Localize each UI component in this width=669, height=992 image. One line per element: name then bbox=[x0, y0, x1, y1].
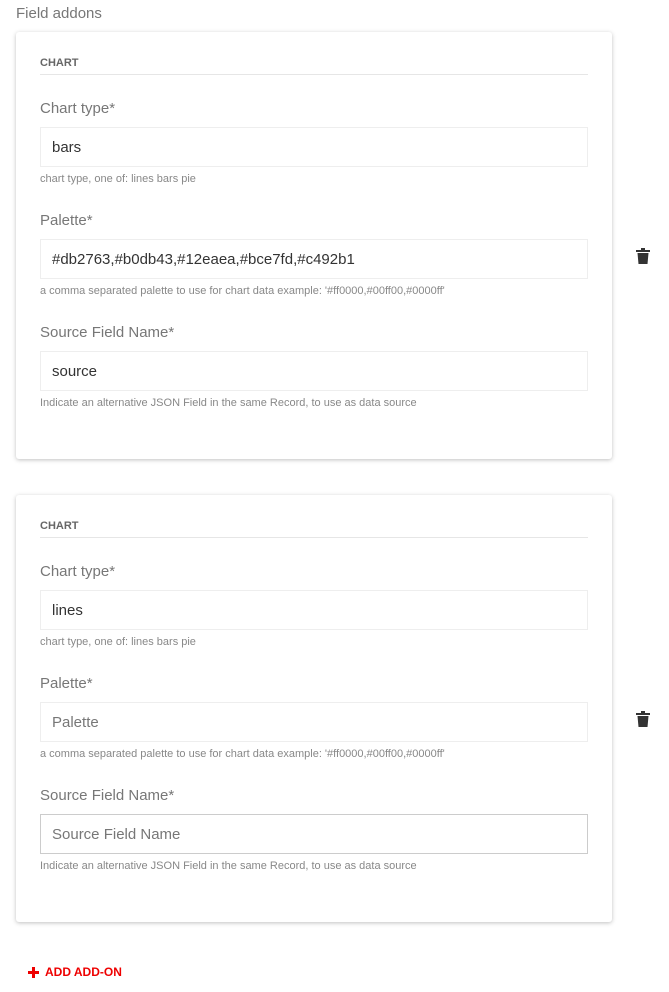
source-help: Indicate an alternative JSON Field in the same Record, to use as data source bbox=[40, 397, 417, 409]
palette-help: a comma separated palette to use for chart data example: '#ff0000,#00ff00,#0000ff' bbox=[40, 748, 445, 760]
chart-type-label: Chart type* bbox=[40, 100, 116, 117]
palette-help: a comma separated palette to use for chart data example: '#ff0000,#00ff00,#0000ff' bbox=[40, 285, 445, 297]
chart-type-input[interactable] bbox=[40, 590, 588, 630]
palette-label: Palette* bbox=[40, 675, 93, 692]
page-title: Field addons bbox=[16, 5, 102, 22]
addon-card-2 bbox=[16, 495, 612, 922]
chart-type-label: Chart type* bbox=[40, 563, 116, 580]
palette-input[interactable] bbox=[40, 702, 588, 742]
plus-icon bbox=[28, 967, 39, 978]
trash-icon[interactable] bbox=[636, 248, 650, 264]
addon-card-1 bbox=[16, 32, 612, 459]
chart-type-input[interactable] bbox=[40, 127, 588, 167]
trash-icon[interactable] bbox=[636, 711, 650, 727]
section-title: CHART bbox=[40, 57, 588, 75]
chart-type-help: chart type, one of: lines bars pie bbox=[40, 636, 196, 648]
source-label: Source Field Name* bbox=[40, 324, 175, 341]
chart-type-help: chart type, one of: lines bars pie bbox=[40, 173, 196, 185]
section-title: CHART bbox=[40, 520, 588, 538]
add-addon-label: ADD ADD-ON bbox=[45, 965, 122, 979]
add-addon-button[interactable] bbox=[28, 965, 122, 979]
palette-input[interactable] bbox=[40, 239, 588, 279]
source-input[interactable] bbox=[40, 814, 588, 854]
source-help: Indicate an alternative JSON Field in the same Record, to use as data source bbox=[40, 860, 417, 872]
source-input[interactable] bbox=[40, 351, 588, 391]
palette-label: Palette* bbox=[40, 212, 93, 229]
source-label: Source Field Name* bbox=[40, 787, 175, 804]
